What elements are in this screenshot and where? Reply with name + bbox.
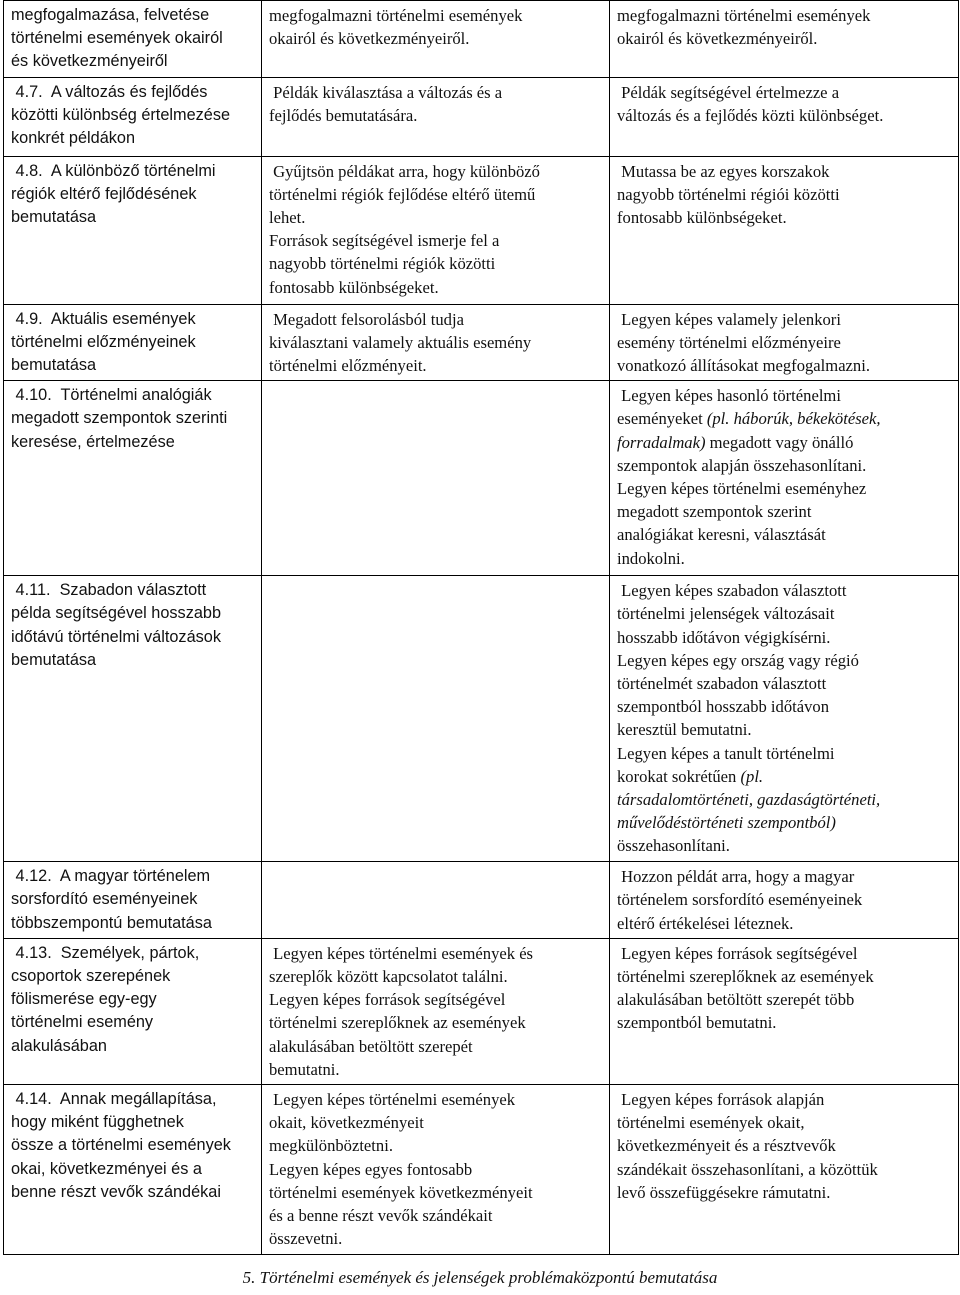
topic-line: bemutatása — [11, 208, 97, 227]
topic-cell — [4, 1085, 262, 1255]
activity-line: okairól és következményeiről. — [269, 29, 470, 49]
requirement-line — [617, 765, 952, 788]
activity-cell — [262, 576, 610, 862]
activity-line: Legyen képes források segítségével — [269, 990, 506, 1010]
topic-cell — [4, 862, 262, 939]
topic-line: bemutatása — [11, 650, 97, 669]
topic-line: történelmi esemény — [11, 1013, 154, 1032]
table-row — [4, 576, 959, 862]
topic-line: csoportok szerepének — [11, 967, 171, 986]
requirement-line: Legyen képes valamely jelenkori — [617, 309, 841, 329]
topic-line: 4.9. Aktuális események — [11, 309, 196, 328]
requirement-line: hosszabb időtávon végigkísérni. — [617, 627, 831, 647]
requirement-line: nagyobb történelmi régiói közötti — [617, 184, 840, 204]
requirement-line: szándékait összehasonlítani, a közöttük — [617, 1159, 878, 1179]
table-row — [4, 77, 959, 156]
activity-line: alakulásában betöltött szerepét — [269, 1036, 473, 1056]
activity-line: történelmi előzményeit. — [269, 356, 427, 376]
activity-line: lehet. — [269, 208, 306, 228]
example-text: forradalmak) — [617, 432, 706, 452]
activity-cell — [262, 938, 610, 1084]
requirement-line: Mutassa be az egyes korszakok — [617, 161, 830, 181]
requirement-line: Legyen képes források alapján — [617, 1090, 825, 1110]
table-row — [4, 862, 959, 939]
table-row — [4, 304, 959, 381]
requirement-line: vonatkozó állításokat megfogalmazni. — [617, 356, 870, 376]
activity-line: megfogalmazni történelmi események — [269, 6, 523, 25]
activity-line: Legyen képes egyes fontosabb — [269, 1159, 473, 1179]
topic-cell — [4, 938, 262, 1084]
topic-line: konkrét példákon — [11, 129, 136, 148]
requirement-text: megadott vagy önálló — [705, 432, 854, 452]
requirement-line: esemény történelmi előzményeire — [617, 332, 841, 352]
activity-line: fejlődés bemutatására. — [269, 105, 418, 125]
requirement-line: történelmi szereplőknek az események — [617, 967, 874, 987]
topic-line: 4.14. Annak megállapítása, — [11, 1090, 217, 1109]
topic-line: 4.12. A magyar történelem — [11, 867, 211, 886]
activity-line: és a benne részt vevők szándékait — [269, 1206, 493, 1226]
topic-cell — [4, 304, 262, 381]
activity-line: történelmi események következményeit — [269, 1182, 533, 1202]
requirement-line — [617, 407, 952, 430]
requirement-cell — [610, 938, 959, 1084]
requirement-line — [617, 431, 952, 454]
topic-line: sorsfordító eseményeinek — [11, 890, 198, 909]
topic-line: időtávú történelmi változások — [11, 627, 221, 646]
topic-line: történelmi előzményeinek — [11, 332, 196, 351]
requirement-line: Hozzon példát arra, hogy a magyar — [617, 867, 855, 887]
activity-line: Legyen képes történelmi események — [269, 1090, 516, 1110]
activity-line: kiválasztani valamely aktuális esemény — [269, 332, 532, 352]
requirement-line: Legyen képes hasonló történelmi — [617, 386, 841, 406]
requirement-line: keresztül bemutatni. — [617, 720, 752, 740]
activity-cell — [262, 381, 610, 576]
activity-line: nagyobb történelmi régiók közötti — [269, 254, 496, 274]
requirement-line: levő összefüggésekre rámutatni. — [617, 1182, 831, 1202]
requirement-line: alakulásában betöltött szerepét több — [617, 990, 855, 1010]
table-row — [4, 938, 959, 1084]
requirement-cell — [610, 381, 959, 576]
requirement-line: történelmét szabadon választott — [617, 674, 827, 694]
requirement-line: történelmi jelenségek változásait — [617, 604, 835, 624]
requirement-cell — [610, 1, 959, 78]
requirement-line: következményeit és a résztvevők — [617, 1136, 836, 1156]
activity-line: bemutatni. — [269, 1059, 340, 1079]
activity-line: megkülönböztetni. — [269, 1136, 393, 1156]
activity-cell — [262, 156, 610, 304]
requirement-line: Legyen képes egy ország vagy régió — [617, 650, 859, 670]
topic-line: okai, következményei és a — [11, 1159, 202, 1178]
topic-line: benne részt vevők szándékai — [11, 1182, 221, 1201]
requirement-line: Példák segítségével értelmezze a — [617, 82, 840, 102]
topic-line: 4.11. Szabadon választott — [11, 581, 207, 600]
activity-line: okait, következményeit — [269, 1113, 424, 1133]
requirement-line: megfogalmazni történelmi események — [617, 6, 871, 25]
requirement-cell — [610, 77, 959, 156]
requirement-line: történelem sorsfordító eseményeinek — [617, 890, 863, 910]
activity-line: fontosabb különbségeket. — [269, 277, 439, 297]
topic-cell — [4, 576, 262, 862]
activity-cell — [262, 1085, 610, 1255]
requirement-cell — [610, 156, 959, 304]
activity-line: szereplők között kapcsolatot találni. — [269, 967, 508, 987]
requirement-cell — [610, 304, 959, 381]
activity-cell — [262, 1, 610, 78]
requirement-line: megadott szempontok szerint — [617, 502, 812, 522]
requirement-line: Legyen képes források segítségével — [617, 943, 858, 963]
activity-line: Gyűjtsön példákat arra, hogy különböző — [269, 161, 540, 181]
requirement-line: történelmi események okait, — [617, 1113, 805, 1133]
activity-cell — [262, 77, 610, 156]
topic-line: bemutatása — [11, 356, 97, 375]
table-row — [4, 156, 959, 304]
topic-line: többszempontú bemutatása — [11, 913, 212, 932]
activity-line: Források segítségével ismerje fel a — [269, 231, 500, 251]
topic-line: történelmi események okairól — [11, 29, 223, 48]
example-line: társadalomtörténeti, gazdaságtörténeti, — [617, 790, 881, 810]
topic-line: 4.8. A különböző történelmi — [11, 161, 216, 180]
topic-line: 4.10. Történelmi analógiák — [11, 386, 212, 405]
table-row — [4, 381, 959, 576]
requirement-line: szempontból bemutatni. — [617, 1013, 777, 1033]
activity-line: Megadott felsorolásból tudja — [269, 309, 464, 329]
requirement-line: összehasonlítani. — [617, 836, 730, 856]
requirement-text: eseményeket — [617, 409, 707, 429]
topic-line: keresése, értelmezése — [11, 432, 175, 451]
topic-line: megadott szempontok szerinti — [11, 409, 228, 428]
requirement-line: analógiákat keresni, választását — [617, 525, 826, 545]
requirement-line: Legyen képes a tanult történelmi — [617, 743, 835, 763]
requirement-line: indokolni. — [617, 548, 685, 568]
requirement-line: változás és a fejlődés közti különbséget. — [617, 105, 884, 125]
example-line: művelődéstörténeti szempontból) — [617, 813, 836, 833]
topic-line: 4.7. A változás és fejlődés — [11, 82, 208, 101]
requirement-line: Legyen képes történelmi eseményhez — [617, 479, 867, 499]
topic-line: és következményeiről — [11, 52, 168, 71]
topic-cell — [4, 381, 262, 576]
topic-line: hogy miként függhetnek — [11, 1113, 184, 1132]
requirement-cell — [610, 1085, 959, 1255]
requirement-line: szempontból hosszabb időtávon — [617, 697, 829, 717]
requirement-line: okairól és következményeiről. — [617, 29, 818, 49]
topic-line: alakulásában — [11, 1036, 107, 1055]
activity-line: összevetni. — [269, 1229, 343, 1249]
topic-line: össze a történelmi események — [11, 1136, 231, 1155]
example-text: (pl. — [740, 766, 764, 786]
requirements-table — [3, 0, 959, 1255]
topic-cell — [4, 156, 262, 304]
topic-line: 4.13. Személyek, pártok, — [11, 943, 200, 962]
topic-line: régiók eltérő fejlődésének — [11, 184, 197, 203]
activity-line: Legyen képes történelmi események és — [269, 943, 534, 963]
example-text: (pl. háborúk, békekötések, — [706, 409, 881, 429]
requirement-line: szempontok alapján összehasonlítani. — [617, 455, 867, 475]
topic-cell — [4, 1, 262, 78]
requirement-text: korokat sokrétűen — [617, 766, 741, 786]
requirement-line: eltérő értékelései léteznek. — [617, 913, 794, 933]
table-row — [4, 1085, 959, 1255]
page-footer: 5. Történelmi események és jelenségek problémaközpontú bemutatása — [242, 1268, 718, 1287]
topic-line: fölismerése egy-egy — [11, 990, 157, 1009]
requirement-cell — [610, 862, 959, 939]
activity-line: történelmi régiók fejlődése eltérő ütemű — [269, 184, 536, 204]
requirement-cell — [610, 576, 959, 862]
activity-cell — [262, 862, 610, 939]
requirement-line: Legyen képes szabadon választott — [617, 581, 847, 601]
topic-line: példa segítségével hosszabb — [11, 604, 221, 623]
table-row — [4, 1, 959, 78]
activity-line: Példák kiválasztása a változás és a — [269, 82, 503, 102]
topic-line: közötti különbség értelmezése — [11, 105, 231, 124]
activity-cell — [262, 304, 610, 381]
topic-cell — [4, 77, 262, 156]
topic-line: megfogalmazása, felvetése — [11, 6, 210, 24]
requirement-line: fontosabb különbségeket. — [617, 208, 787, 228]
activity-line: történelmi szereplőknek az események — [269, 1013, 526, 1033]
